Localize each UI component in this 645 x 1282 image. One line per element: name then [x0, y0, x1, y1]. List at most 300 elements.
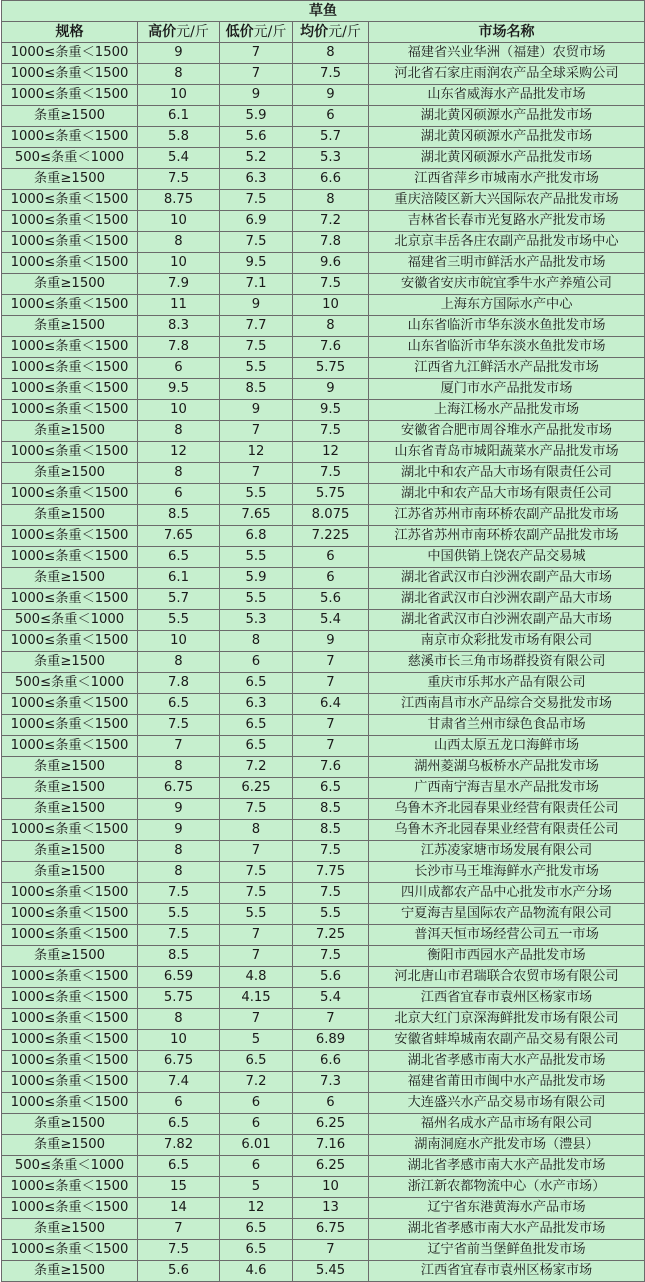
cell-market: 山西太原五龙口海鲜市场 [369, 736, 645, 757]
cell-low-price: 8 [220, 820, 293, 841]
cell-market: 河北省石家庄雨润农产品全球采购公司 [369, 64, 645, 85]
cell-avg-price: 12 [293, 442, 369, 463]
cell-market: 湖北省孝感市南大水产品批发市场 [369, 1219, 645, 1240]
cell-low-price: 5.5 [220, 358, 293, 379]
cell-market: 辽宁省前当堡鲜鱼批发市场 [369, 1240, 645, 1261]
cell-low-price: 6.5 [220, 1051, 293, 1072]
cell-spec: 条重≥1500 [2, 274, 138, 295]
cell-avg-price: 7.25 [293, 925, 369, 946]
header-high-label: 高价 [148, 24, 177, 40]
cell-low-price: 7 [220, 463, 293, 484]
cell-avg-price: 5.6 [293, 967, 369, 988]
cell-market: 福州名成水产品市场有限公司 [369, 1114, 645, 1135]
cell-avg-price: 7.5 [293, 841, 369, 862]
cell-low-price: 6.01 [220, 1135, 293, 1156]
cell-market: 长沙市马王堆海鲜水产批发市场 [369, 862, 645, 883]
cell-spec: 1000≤条重＜1500 [2, 358, 138, 379]
cell-spec: 1000≤条重＜1500 [2, 883, 138, 904]
table-row [2, 652, 645, 673]
table-row [2, 169, 645, 190]
table-row [2, 316, 645, 337]
cell-low-price: 4.15 [220, 988, 293, 1009]
table-row [2, 1051, 645, 1072]
cell-avg-price: 6.75 [293, 1219, 369, 1240]
cell-market: 重庆涪陵区新大兴国际农产品批发市场 [369, 190, 645, 211]
table-row [2, 1198, 645, 1219]
cell-market: 乌鲁木齐北园春果业经营有限责任公司 [369, 799, 645, 820]
cell-high-price: 7.5 [138, 1240, 220, 1261]
cell-low-price: 7.7 [220, 316, 293, 337]
cell-low-price: 7.5 [220, 337, 293, 358]
cell-low-price: 7 [220, 1009, 293, 1030]
cell-market: 湖南洞庭水产批发市场（澧县） [369, 1135, 645, 1156]
cell-spec: 1000≤条重＜1500 [2, 1240, 138, 1261]
cell-low-price: 5.5 [220, 904, 293, 925]
cell-avg-price: 5.3 [293, 148, 369, 169]
cell-low-price: 6.8 [220, 526, 293, 547]
cell-avg-price: 6.5 [293, 778, 369, 799]
table-row [2, 43, 645, 64]
cell-avg-price: 6 [293, 106, 369, 127]
cell-low-price: 7 [220, 64, 293, 85]
table-row [2, 715, 645, 736]
cell-market: 重庆市乐邦水产品有限公司 [369, 673, 645, 694]
cell-avg-price: 7.2 [293, 211, 369, 232]
cell-low-price: 6 [220, 1156, 293, 1177]
cell-low-price: 6 [220, 1093, 293, 1114]
cell-avg-price: 7 [293, 736, 369, 757]
cell-spec: 1000≤条重＜1500 [2, 190, 138, 211]
cell-high-price: 6 [138, 484, 220, 505]
cell-spec: 条重≥1500 [2, 778, 138, 799]
cell-spec: 条重≥1500 [2, 841, 138, 862]
cell-avg-price: 7.3 [293, 1072, 369, 1093]
cell-high-price: 7 [138, 1219, 220, 1240]
table-row [2, 295, 645, 316]
table-row [2, 484, 645, 505]
cell-low-price: 6.5 [220, 715, 293, 736]
cell-high-price: 7.8 [138, 337, 220, 358]
cell-avg-price: 8.5 [293, 820, 369, 841]
cell-low-price: 6.3 [220, 694, 293, 715]
cell-market: 江西南昌市水产品综合交易批发市场 [369, 694, 645, 715]
cell-spec: 条重≥1500 [2, 421, 138, 442]
cell-high-price: 12 [138, 442, 220, 463]
cell-avg-price: 9.6 [293, 253, 369, 274]
cell-avg-price: 7.8 [293, 232, 369, 253]
cell-spec: 1000≤条重＜1500 [2, 1093, 138, 1114]
table-body [2, 43, 645, 1282]
table-title: 草鱼 [2, 1, 645, 22]
cell-low-price: 7.5 [220, 862, 293, 883]
cell-high-price: 5.4 [138, 148, 220, 169]
cell-avg-price: 9 [293, 631, 369, 652]
cell-spec: 1000≤条重＜1500 [2, 379, 138, 400]
cell-low-price: 5.3 [220, 610, 293, 631]
table-row [2, 904, 645, 925]
cell-high-price: 15 [138, 1177, 220, 1198]
cell-market: 上海江杨水产品批发市场 [369, 400, 645, 421]
table-row [2, 358, 645, 379]
cell-market: 宁夏海吉星国际农产品物流有限公司 [369, 904, 645, 925]
cell-avg-price: 8 [293, 316, 369, 337]
cell-avg-price: 7.5 [293, 946, 369, 967]
cell-high-price: 8 [138, 232, 220, 253]
cell-market: 湖北中和农产品大市场有限责任公司 [369, 463, 645, 484]
cell-high-price: 14 [138, 1198, 220, 1219]
cell-avg-price: 7.5 [293, 883, 369, 904]
cell-spec: 1000≤条重＜1500 [2, 967, 138, 988]
price-table [1, 0, 645, 1282]
cell-spec: 1000≤条重＜1500 [2, 64, 138, 85]
cell-avg-price: 5.5 [293, 904, 369, 925]
table-row [2, 190, 645, 211]
cell-market: 甘肃省兰州市绿色食品市场 [369, 715, 645, 736]
cell-high-price: 6 [138, 358, 220, 379]
cell-spec: 1000≤条重＜1500 [2, 400, 138, 421]
cell-market: 湖州菱湖乌板桥水产品批发市场 [369, 757, 645, 778]
cell-low-price: 6.3 [220, 169, 293, 190]
cell-avg-price: 7.5 [293, 64, 369, 85]
cell-spec: 条重≥1500 [2, 799, 138, 820]
cell-spec: 条重≥1500 [2, 946, 138, 967]
cell-low-price: 9 [220, 85, 293, 106]
cell-market: 江西省宜春市袁州区杨家市场 [369, 988, 645, 1009]
cell-high-price: 9.5 [138, 379, 220, 400]
cell-avg-price: 5.75 [293, 358, 369, 379]
cell-high-price: 7.5 [138, 715, 220, 736]
cell-market: 北京京丰岳各庄农副产品批发市场中心 [369, 232, 645, 253]
cell-market: 江苏省苏州市南环桥农副产品批发市场 [369, 526, 645, 547]
cell-high-price: 9 [138, 43, 220, 64]
cell-avg-price: 7.6 [293, 757, 369, 778]
cell-spec: 1000≤条重＜1500 [2, 43, 138, 64]
cell-high-price: 8 [138, 64, 220, 85]
cell-spec: 条重≥1500 [2, 862, 138, 883]
cell-market: 四川成都农产品中心批发市水产分场 [369, 883, 645, 904]
cell-low-price: 7 [220, 841, 293, 862]
cell-avg-price: 7 [293, 652, 369, 673]
cell-market: 江西省萍乡市城南水产批发市场 [369, 169, 645, 190]
cell-high-price: 7.65 [138, 526, 220, 547]
cell-low-price: 4.6 [220, 1261, 293, 1282]
cell-high-price: 8 [138, 757, 220, 778]
cell-low-price: 7.2 [220, 1072, 293, 1093]
cell-market: 湖北省武汉市白沙洲农副产品大市场 [369, 589, 645, 610]
cell-market: 湖北中和农产品大市场有限责任公司 [369, 484, 645, 505]
cell-avg-price: 8 [293, 190, 369, 211]
cell-avg-price: 7.6 [293, 337, 369, 358]
cell-low-price: 5.5 [220, 484, 293, 505]
cell-high-price: 6.1 [138, 106, 220, 127]
cell-market: 大连盛兴水产品交易市场有限公司 [369, 1093, 645, 1114]
cell-spec: 1000≤条重＜1500 [2, 715, 138, 736]
cell-market: 湖北黄冈硕源水产品批发市场 [369, 127, 645, 148]
cell-low-price: 7.5 [220, 883, 293, 904]
header-low-unit: 元/斤 [253, 24, 287, 40]
cell-low-price: 6.5 [220, 1219, 293, 1240]
cell-high-price: 5.7 [138, 589, 220, 610]
cell-low-price: 7.1 [220, 274, 293, 295]
table-row [2, 1093, 645, 1114]
cell-high-price: 5.5 [138, 610, 220, 631]
cell-avg-price: 7 [293, 1240, 369, 1261]
cell-market: 厦门市水产品批发市场 [369, 379, 645, 400]
header-avg-unit: 元/斤 [328, 24, 361, 40]
cell-high-price: 8 [138, 1009, 220, 1030]
cell-spec: 1000≤条重＜1500 [2, 85, 138, 106]
cell-spec: 1000≤条重＜1500 [2, 904, 138, 925]
header-high-unit: 元/斤 [176, 24, 209, 40]
cell-spec: 条重≥1500 [2, 1135, 138, 1156]
cell-high-price: 10 [138, 211, 220, 232]
cell-spec: 1000≤条重＜1500 [2, 820, 138, 841]
cell-spec: 1000≤条重＜1500 [2, 694, 138, 715]
cell-low-price: 9.5 [220, 253, 293, 274]
cell-low-price: 5.5 [220, 547, 293, 568]
table-row [2, 64, 645, 85]
cell-spec: 1000≤条重＜1500 [2, 589, 138, 610]
cell-high-price: 8.75 [138, 190, 220, 211]
table-row [2, 1009, 645, 1030]
cell-spec: 500≤条重＜1000 [2, 610, 138, 631]
cell-avg-price: 6 [293, 1093, 369, 1114]
table-row [2, 610, 645, 631]
cell-high-price: 6.59 [138, 967, 220, 988]
cell-avg-price: 5.7 [293, 127, 369, 148]
cell-low-price: 6 [220, 1114, 293, 1135]
cell-low-price: 7 [220, 43, 293, 64]
cell-avg-price: 7.5 [293, 463, 369, 484]
cell-high-price: 5.75 [138, 988, 220, 1009]
cell-low-price: 7 [220, 421, 293, 442]
table-row [2, 337, 645, 358]
table-row [2, 925, 645, 946]
cell-high-price: 8 [138, 862, 220, 883]
cell-spec: 1000≤条重＜1500 [2, 631, 138, 652]
cell-avg-price: 6.25 [293, 1114, 369, 1135]
cell-low-price: 7 [220, 946, 293, 967]
cell-market: 南京市众彩批发市场有限公司 [369, 631, 645, 652]
cell-market: 湖北省武汉市白沙洲农副产品大市场 [369, 568, 645, 589]
cell-low-price: 9 [220, 400, 293, 421]
table-row [2, 463, 645, 484]
cell-market: 普洱天恒市场经营公司五一市场 [369, 925, 645, 946]
cell-market: 衡阳市西园水产品批发市场 [369, 946, 645, 967]
cell-high-price: 10 [138, 85, 220, 106]
cell-spec: 条重≥1500 [2, 505, 138, 526]
cell-spec: 条重≥1500 [2, 106, 138, 127]
cell-high-price: 7.5 [138, 925, 220, 946]
table-row [2, 211, 645, 232]
table-row [2, 1135, 645, 1156]
cell-spec: 500≤条重＜1000 [2, 1156, 138, 1177]
cell-avg-price: 5.4 [293, 610, 369, 631]
cell-market: 乌鲁木齐北园春果业经营有限责任公司 [369, 820, 645, 841]
table-row [2, 820, 645, 841]
cell-avg-price: 5.45 [293, 1261, 369, 1282]
cell-high-price: 7.82 [138, 1135, 220, 1156]
table-row [2, 589, 645, 610]
cell-high-price: 7 [138, 736, 220, 757]
table-row [2, 883, 645, 904]
cell-spec: 条重≥1500 [2, 169, 138, 190]
cell-avg-price: 10 [293, 1177, 369, 1198]
table-row [2, 1030, 645, 1051]
table-row [2, 1219, 645, 1240]
cell-high-price: 7.5 [138, 169, 220, 190]
cell-low-price: 6.9 [220, 211, 293, 232]
cell-market: 安徽省蚌埠城南农副产品交易有限公司 [369, 1030, 645, 1051]
cell-spec: 条重≥1500 [2, 1219, 138, 1240]
cell-spec: 条重≥1500 [2, 1261, 138, 1282]
cell-spec: 1000≤条重＜1500 [2, 1198, 138, 1219]
cell-low-price: 5.2 [220, 148, 293, 169]
cell-market: 上海东方国际水产中心 [369, 295, 645, 316]
cell-low-price: 7.5 [220, 190, 293, 211]
cell-avg-price: 7.75 [293, 862, 369, 883]
header-avg-price [293, 22, 369, 43]
cell-high-price: 8 [138, 463, 220, 484]
cell-spec: 1000≤条重＜1500 [2, 1177, 138, 1198]
header-row [2, 22, 645, 43]
cell-high-price: 11 [138, 295, 220, 316]
cell-spec: 1000≤条重＜1500 [2, 211, 138, 232]
cell-avg-price: 7.16 [293, 1135, 369, 1156]
cell-low-price: 5 [220, 1177, 293, 1198]
table-row [2, 1177, 645, 1198]
cell-high-price: 10 [138, 253, 220, 274]
cell-spec: 1000≤条重＜1500 [2, 736, 138, 757]
cell-market: 福建省莆田市闽中水产品批发市场 [369, 1072, 645, 1093]
table-row [2, 442, 645, 463]
cell-market: 江苏凌家塘市场发展有限公司 [369, 841, 645, 862]
cell-avg-price: 8.075 [293, 505, 369, 526]
cell-avg-price: 8.5 [293, 799, 369, 820]
cell-spec: 1000≤条重＜1500 [2, 484, 138, 505]
cell-high-price: 5.8 [138, 127, 220, 148]
cell-low-price: 8.5 [220, 379, 293, 400]
cell-high-price: 8 [138, 841, 220, 862]
table-row [2, 547, 645, 568]
cell-low-price: 6.5 [220, 673, 293, 694]
table-row [2, 1240, 645, 1261]
cell-low-price: 5.5 [220, 589, 293, 610]
table-row [2, 568, 645, 589]
table-row [2, 757, 645, 778]
cell-spec: 1000≤条重＜1500 [2, 988, 138, 1009]
cell-low-price: 7.5 [220, 232, 293, 253]
cell-high-price: 9 [138, 820, 220, 841]
table-row [2, 1072, 645, 1093]
cell-high-price: 6.5 [138, 1156, 220, 1177]
cell-market: 慈溪市长三角市场群投资有限公司 [369, 652, 645, 673]
cell-market: 山东省威海水产品批发市场 [369, 85, 645, 106]
cell-spec: 条重≥1500 [2, 652, 138, 673]
table-row [2, 862, 645, 883]
cell-spec: 1000≤条重＜1500 [2, 232, 138, 253]
cell-spec: 条重≥1500 [2, 1114, 138, 1135]
cell-low-price: 8 [220, 631, 293, 652]
table-row [2, 106, 645, 127]
cell-high-price: 8.5 [138, 505, 220, 526]
cell-low-price: 7 [220, 925, 293, 946]
cell-market: 中国供销上饶农产品交易城 [369, 547, 645, 568]
cell-market: 江苏省苏州市南环桥农副产品批发市场 [369, 505, 645, 526]
cell-avg-price: 6 [293, 568, 369, 589]
cell-market: 辽宁省东港黄海水产品市场 [369, 1198, 645, 1219]
table-row [2, 799, 645, 820]
cell-low-price: 5.9 [220, 568, 293, 589]
header-low-price [220, 22, 293, 43]
cell-avg-price: 9.5 [293, 400, 369, 421]
cell-market: 湖北省孝感市南大水产品批发市场 [369, 1156, 645, 1177]
cell-market: 福建省三明市鲜活水产品批发市场 [369, 253, 645, 274]
cell-avg-price: 6.4 [293, 694, 369, 715]
cell-market: 湖北省武汉市白沙洲农副产品大市场 [369, 610, 645, 631]
cell-low-price: 6.5 [220, 736, 293, 757]
table-row [2, 1114, 645, 1135]
cell-avg-price: 5.4 [293, 988, 369, 1009]
table-row [2, 694, 645, 715]
cell-spec: 条重≥1500 [2, 568, 138, 589]
cell-market: 浙江新农都物流中心（水产市场） [369, 1177, 645, 1198]
cell-high-price: 8.3 [138, 316, 220, 337]
cell-market: 福建省兴业华洲（福建）农贸市场 [369, 43, 645, 64]
header-low-label: 低价 [225, 24, 254, 40]
table-row [2, 505, 645, 526]
table-row [2, 148, 645, 169]
cell-high-price: 6.5 [138, 694, 220, 715]
cell-avg-price: 7 [293, 1009, 369, 1030]
cell-high-price: 6.1 [138, 568, 220, 589]
cell-low-price: 12 [220, 442, 293, 463]
cell-spec: 1000≤条重＜1500 [2, 1030, 138, 1051]
cell-spec: 条重≥1500 [2, 316, 138, 337]
cell-spec: 1000≤条重＜1500 [2, 547, 138, 568]
table-row [2, 421, 645, 442]
table-row [2, 400, 645, 421]
cell-low-price: 9 [220, 295, 293, 316]
cell-high-price: 10 [138, 400, 220, 421]
cell-spec: 条重≥1500 [2, 463, 138, 484]
cell-spec: 1000≤条重＜1500 [2, 337, 138, 358]
table-row [2, 526, 645, 547]
cell-spec: 1000≤条重＜1500 [2, 127, 138, 148]
cell-high-price: 7.5 [138, 883, 220, 904]
cell-market: 广西南宁海吉星水产品批发市场 [369, 778, 645, 799]
cell-high-price: 8 [138, 652, 220, 673]
cell-high-price: 8 [138, 421, 220, 442]
cell-market: 湖北黄冈硕源水产品批发市场 [369, 148, 645, 169]
cell-avg-price: 6 [293, 547, 369, 568]
cell-market: 北京大红门京深海鲜批发市场有限公司 [369, 1009, 645, 1030]
cell-spec: 500≤条重＜1000 [2, 673, 138, 694]
table-row [2, 1261, 645, 1282]
table-row [2, 967, 645, 988]
table-row [2, 946, 645, 967]
cell-low-price: 7.5 [220, 799, 293, 820]
header-spec: 规格 [2, 22, 138, 43]
cell-low-price: 6 [220, 652, 293, 673]
cell-low-price: 5.6 [220, 127, 293, 148]
cell-market: 安徽省安庆市皖宜季牛水产养殖公司 [369, 274, 645, 295]
cell-avg-price: 6.89 [293, 1030, 369, 1051]
table-row [2, 673, 645, 694]
cell-high-price: 6 [138, 1093, 220, 1114]
cell-market: 河北唐山市君瑞联合农贸市场有限公司 [369, 967, 645, 988]
cell-spec: 1000≤条重＜1500 [2, 442, 138, 463]
